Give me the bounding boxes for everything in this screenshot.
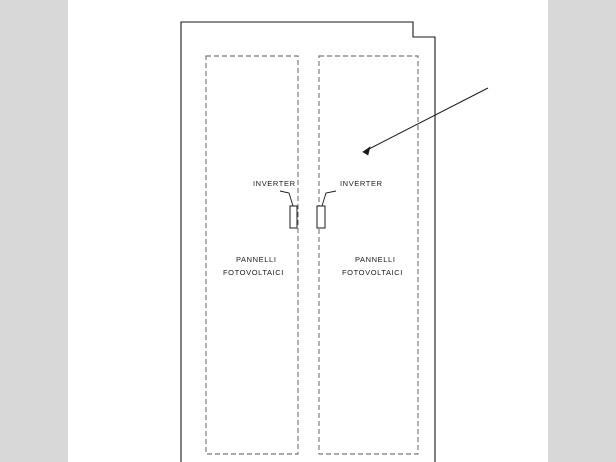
drawing-sheet bbox=[68, 0, 548, 462]
inverter-right-symbol bbox=[317, 191, 336, 228]
label-panels-left-line2: FOTOVOLTAICI bbox=[223, 268, 284, 277]
label-inverter-left: INVERTER bbox=[253, 179, 296, 188]
label-panels-right-line2: FOTOVOLTAICI bbox=[342, 268, 403, 277]
label-panels-right-line1: PANNELLI bbox=[355, 255, 396, 264]
label-inverter-right: INVERTER bbox=[340, 179, 383, 188]
floor-plan-drawing bbox=[68, 0, 548, 462]
label-panels-left-line1: PANNELLI bbox=[236, 255, 277, 264]
building-outline bbox=[181, 22, 435, 462]
callout-pointer-line bbox=[363, 88, 488, 155]
inverter-left-symbol bbox=[280, 191, 297, 228]
